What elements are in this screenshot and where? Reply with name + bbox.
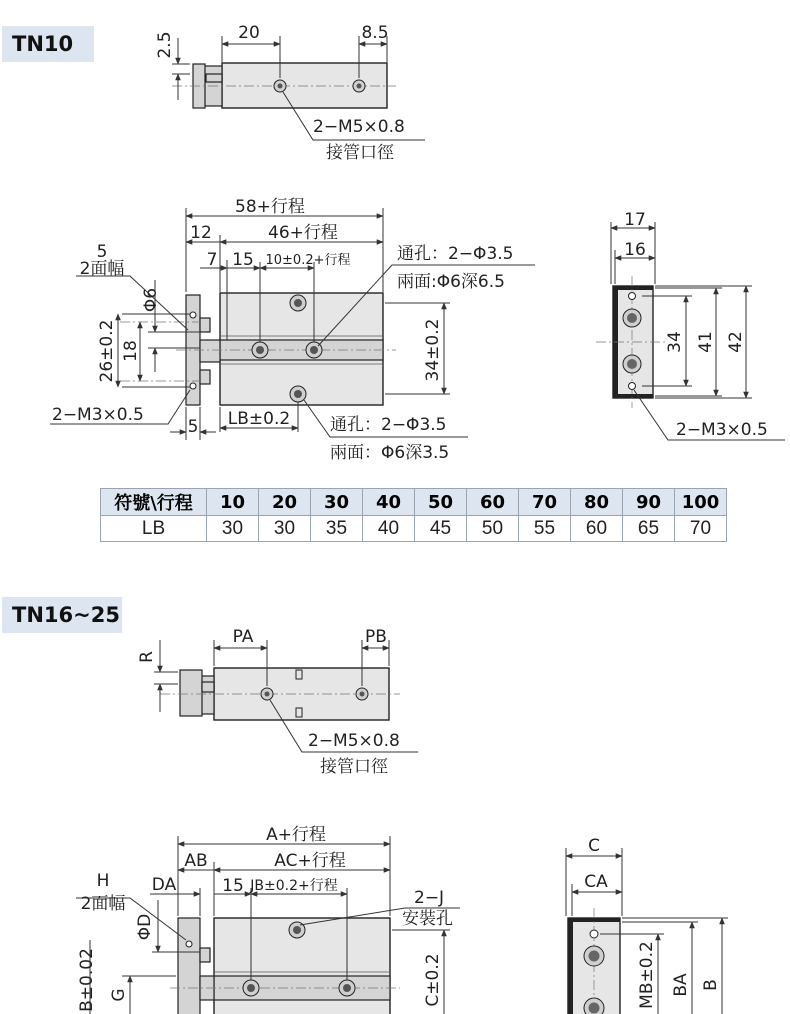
mount-callout-1: 2−J <box>414 888 445 908</box>
table-cell: 50 <box>467 516 519 542</box>
dim-46-stroke: 46+行程 <box>268 223 338 243</box>
tn16-flats-label: 2面幅 <box>80 894 126 914</box>
hole-callout-2: 兩面:Φ6深6.5 <box>397 272 505 292</box>
table-header-cell: 20 <box>259 489 311 516</box>
dim-phi6: Φ6 <box>141 287 161 313</box>
table-header-cell: 40 <box>363 489 415 516</box>
dim-12: 12 <box>190 223 212 243</box>
side-thread-callout: 2−M3×0.5 <box>676 420 768 440</box>
dim-phid: ΦD <box>135 913 155 941</box>
table-cell: 35 <box>311 516 363 542</box>
table-header-cell: 60 <box>467 489 519 516</box>
port-callout-text: 接管口徑 <box>326 143 394 163</box>
side-dim-b: B <box>701 979 721 991</box>
table-header-cell: 50 <box>415 489 467 516</box>
dim-pa: PA <box>232 627 254 647</box>
tn16-top-view <box>137 627 418 777</box>
tn16-side-view <box>566 836 728 1014</box>
dim-34: 34±0.2 <box>423 318 443 382</box>
tn16-port-callout-thread: 2−M5×0.8 <box>308 731 400 751</box>
thread-callout: 2−M3×0.5 <box>52 405 144 425</box>
dim-ab: AB <box>184 851 208 871</box>
dim-18: 18 <box>121 340 141 362</box>
side-dim-mb: MB±0.2 <box>637 941 657 1009</box>
table-header-cell: 70 <box>519 489 571 516</box>
table-header-row <box>101 489 727 516</box>
tn16-front-view <box>76 825 460 1014</box>
dim-8-5: 8.5 <box>361 23 389 43</box>
dim-10-stroke: 10±0.2+行程 <box>265 253 351 268</box>
table-header-label: 符號\行程 <box>101 489 207 516</box>
tn10-side-view <box>596 210 785 440</box>
dim-15: 15 <box>232 250 254 270</box>
dim-h: H <box>96 871 110 891</box>
dim-jb-stroke: JB±0.2+行程 <box>250 878 338 894</box>
side-dim-ba: BA <box>671 973 691 997</box>
dim-da: DA <box>151 875 177 895</box>
dim-5-bottom: 5 <box>187 417 199 437</box>
dim-pb: PB <box>365 627 387 647</box>
table-cell: 55 <box>519 516 571 542</box>
dim-26: 26±0.2 <box>97 319 117 383</box>
table-cell: 30 <box>207 516 259 542</box>
hole2-callout-1: 通孔：2−Φ3.5 <box>330 415 447 435</box>
stroke-lb-table <box>100 488 727 542</box>
dim-7: 7 <box>206 250 218 270</box>
table-header-cell: 100 <box>675 489 727 516</box>
table-header-cell: 10 <box>207 489 259 516</box>
dim-20: 20 <box>238 23 260 43</box>
side-dim-c: C <box>588 836 600 856</box>
dim-c-tolerance: C±0.2 <box>423 953 443 1007</box>
table-row <box>101 516 727 542</box>
dim-g: G <box>109 988 129 1002</box>
table-cell: 40 <box>363 516 415 542</box>
side-dim-16: 16 <box>624 240 646 260</box>
dim-5-flats: 5 <box>96 242 108 262</box>
table-cell: 65 <box>623 516 675 542</box>
table-cell: 60 <box>571 516 623 542</box>
dim-total-length: 58+行程 <box>235 197 305 217</box>
dim-ac-stroke: AC+行程 <box>274 851 346 871</box>
table-cell: 70 <box>675 516 727 542</box>
hole2-callout-2: 兩面：Φ6深3.5 <box>330 443 450 463</box>
section-label-tn16-25: TN16~25 <box>2 597 122 633</box>
tn16-port-callout-text: 接管口徑 <box>320 757 388 777</box>
dim-r: R <box>137 651 157 663</box>
side-dim-34: 34 <box>665 331 685 353</box>
table-header-cell: 30 <box>311 489 363 516</box>
flats-label: 2面幅 <box>79 259 125 279</box>
table-cell: 30 <box>259 516 311 542</box>
table-header-cell: 90 <box>623 489 675 516</box>
table-header-cell: 80 <box>571 489 623 516</box>
section-label-tn10: TN10 <box>2 26 94 62</box>
side-dim-17: 17 <box>624 210 646 230</box>
dim-b-tolerance: B±0.02 <box>77 948 97 1012</box>
side-dim-42: 42 <box>726 331 746 353</box>
dim-a-stroke: A+行程 <box>266 825 326 845</box>
port-callout-thread: 2−M5×0.8 <box>313 117 405 137</box>
tn16-dim-15: 15 <box>222 876 244 896</box>
dim-2-5: 2.5 <box>155 31 175 59</box>
hole-callout-1: 通孔：2−Φ3.5 <box>397 244 514 264</box>
side-dim-41: 41 <box>696 331 716 353</box>
side-dim-ca: CA <box>584 872 608 892</box>
table-row-label: LB <box>101 516 207 542</box>
dim-lb: LB±0.2 <box>227 409 291 429</box>
table-cell: 45 <box>415 516 467 542</box>
tn10-top-view <box>155 23 425 163</box>
mount-callout-2: 安裝孔 <box>402 909 453 929</box>
tn10-front-view <box>50 197 535 463</box>
